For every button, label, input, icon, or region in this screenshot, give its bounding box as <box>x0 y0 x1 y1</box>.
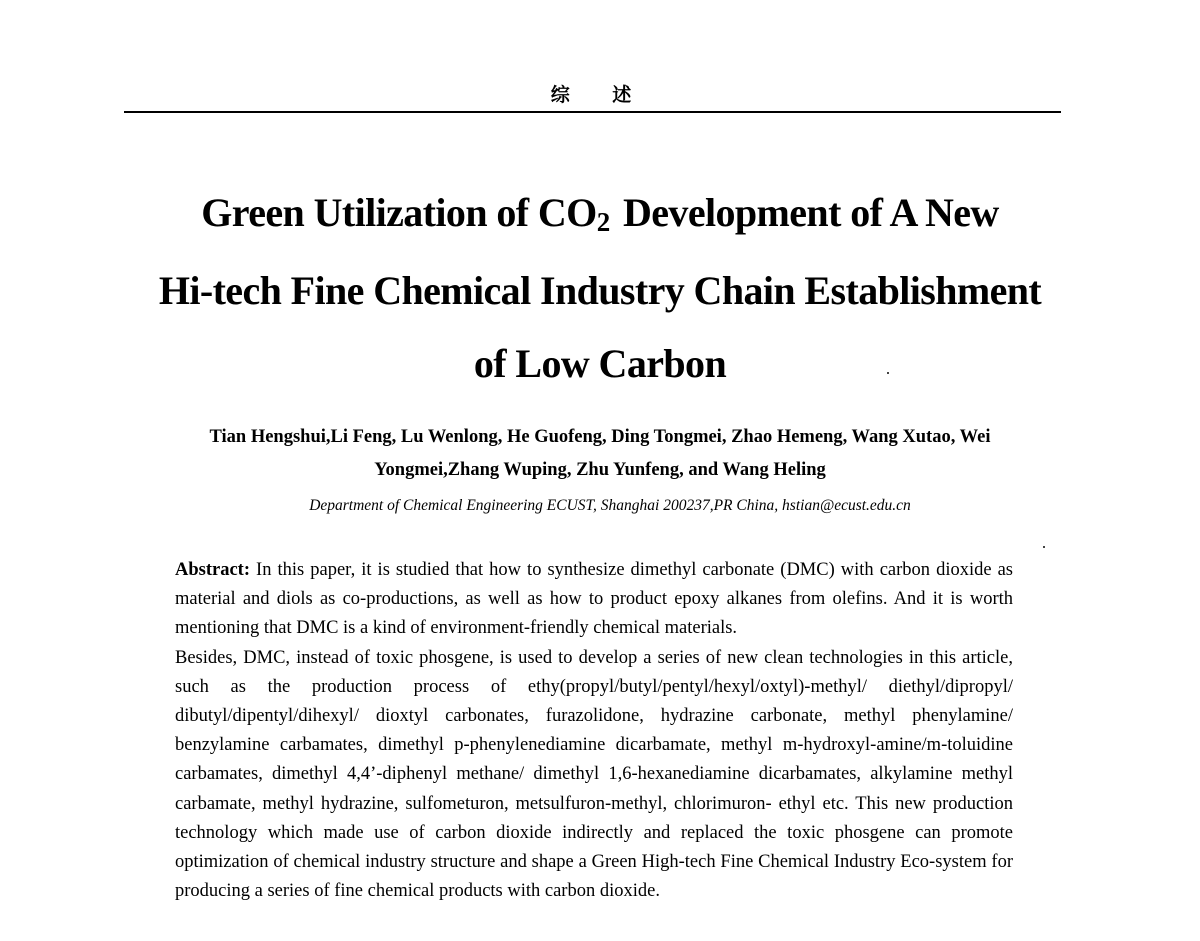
title-line-2: Hi-tech Fine Chemical Industry Chain Establishment <box>158 268 1042 313</box>
author-list <box>110 421 1090 487</box>
abstract <box>175 556 1013 906</box>
abstract-paragraph-2: Besides, DMC, instead of toxic phosgene, is used to develop a series of new clean technologies in this article, such as the production process of ethy(propyl/butyl/pentyl/hexyl/oxtyl)-methyl/ diethyl/dipropyl/ dibutyl/dipentyl/dihexyl/ dioxtyl carbonates, furazolidone, hydrazine carbonate, methyl phenylamine/ benzylamine carbamates, dimethyl p-phenylenediamine dicarbamate, methyl m-hydroxyl-amine/m-toluidine carbamates, dimethyl 4,4’-diphenyl methane/ dimethyl 1,6-hexanediamine dicarbamates, alkylamine methyl carbamate, methyl hydrazine, sulfometuron, metsulfuron-methyl, chlorimuron- ethyl etc. This new production technology which made use of carbon dioxide indirectly and replaced the toxic phosgene can promote optimization of chemical industry structure and shape a Green High-tech Fine Chemical Industry Eco-system for producing a series of fine chemical products with carbon dioxide. <box>175 647 1013 902</box>
title-line-1-end: Development of A New <box>613 190 999 235</box>
title-line-3: of Low Carbon <box>473 341 727 386</box>
title-line-1-start: Green Utilization of CO <box>201 190 597 235</box>
scan-speck <box>1043 546 1045 548</box>
title-subscript: 2 <box>596 207 610 237</box>
author-line-2: Yongmei,Zhang Wuping, Zhu Yunfeng, and Wang Heling <box>374 460 826 480</box>
affiliation: Department of Chemical Engineering ECUST, Shanghai 200237,PR China, hstian@ecust.edu.cn <box>309 497 911 514</box>
abstract-paragraph-1-text: In this paper, it is studied that how to synthesize dimethyl carbonate (DMC) with carbon dioxide as material and diols as co-productions, as well as how to product epoxy alkanes from olefins. And it is worth mentioning that DMC is a kind of environment-friendly chemical materials. <box>175 560 1013 639</box>
scan-speck <box>887 372 889 374</box>
abstract-paragraph-1 <box>175 556 1013 644</box>
header-rule <box>124 111 1061 113</box>
title-line-1 <box>100 176 1100 254</box>
author-line-1: Tian Hengshui,Li Feng, Lu Wenlong, He Guofeng, Ding Tongmei, Zhao Hemeng, Wang Xutao, Wei <box>209 427 991 447</box>
paper-title <box>100 176 1100 400</box>
abstract-label: Abstract: <box>175 560 251 580</box>
running-header: 综 述 <box>550 84 650 106</box>
